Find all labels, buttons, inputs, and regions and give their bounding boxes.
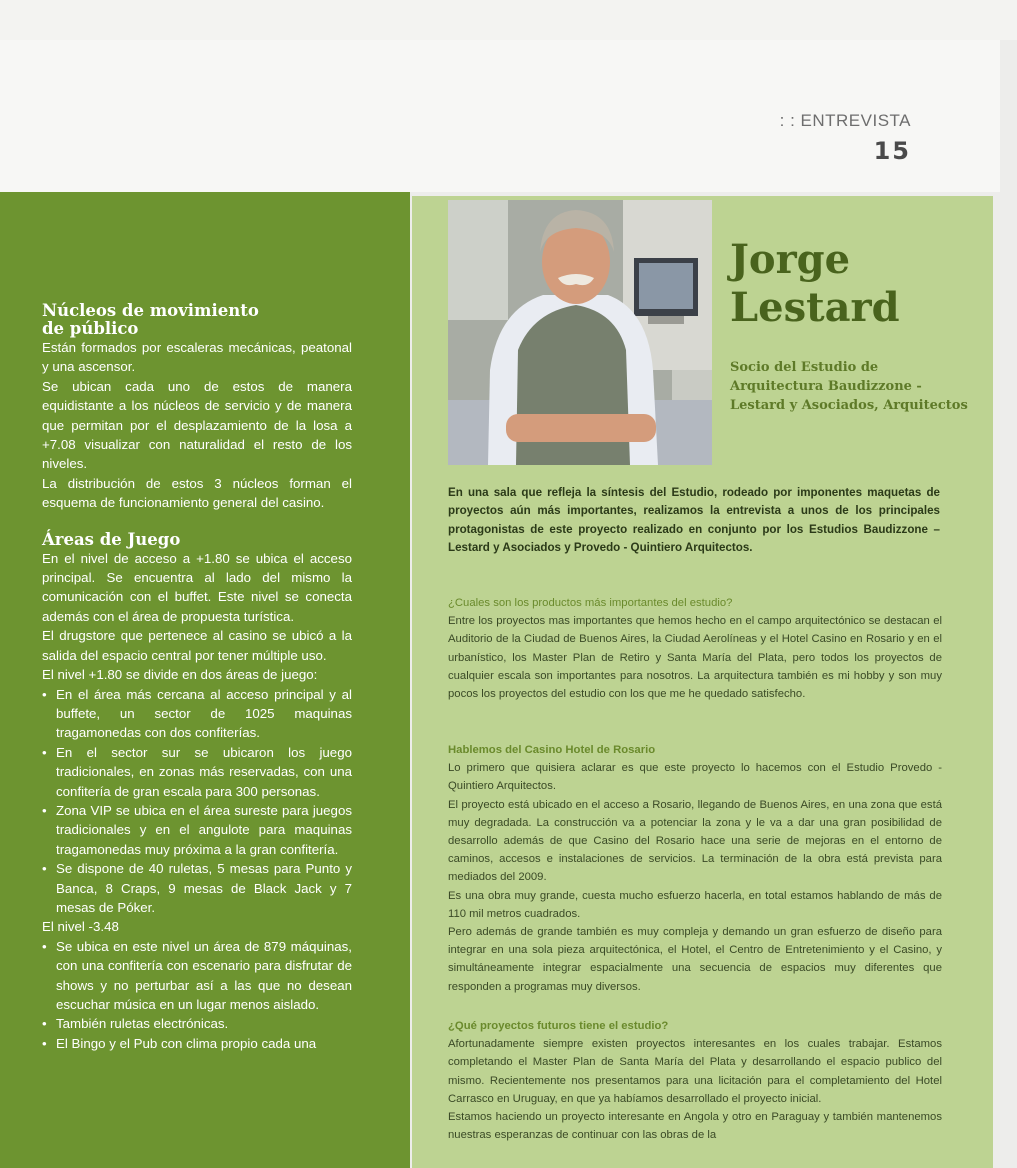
level-label: El nivel -3.48 bbox=[42, 919, 119, 935]
answer: Es una obra muy grande, cuesta mucho esfuerzo hacerla, en total estamos hablando de más de 110 mil metros cuadrados. bbox=[448, 889, 942, 920]
section-title-areas: Áreas de Juego bbox=[42, 529, 181, 549]
paragraph: El drugstore que pertenece al casino se ubicó a la salida del espacio central por tener múltiple uso. bbox=[42, 628, 352, 663]
title-line: Núcleos de movimiento bbox=[42, 301, 259, 320]
paragraph: Se ubican cada uno de estos de manera equidistante a los núcleos de servicio y de manera que permitan por el desplazamiento de la losa a +7.08 visualizar con naturalidad el resto de los niveles. bbox=[42, 378, 352, 472]
title-line: de público bbox=[42, 319, 139, 338]
question: ¿Cuales son los productos más importantes del estudio? bbox=[448, 597, 733, 609]
answer: Afortunadamente siempre existen proyectos interesantes en los cuales trabajar. Estamos completando el Master Plan de Santa María del Plata y desarrollando el espacio publico del mismo. Recientemente nos presentamos para una licitación para el completamiento del Hotel Carrasco en Uruguay, en que ya habíamos desarrollado el proyecto inicial. bbox=[448, 1038, 942, 1105]
bullet-list bbox=[42, 937, 352, 1053]
left-column bbox=[0, 192, 410, 1168]
interviewee-role: Socio del Estudio de Arquitectura Baudizzone - Lestard y Asociados, Arquitectos bbox=[730, 360, 968, 413]
list-item: • Se ubica en este nivel un área de 879 máquinas, con una confitería con escenario para disfrutar de shows y no perturbar así a las que no desean escuchar música en un lugar menos aislado. bbox=[42, 937, 352, 1015]
qa-block bbox=[448, 741, 942, 996]
qa-block bbox=[448, 594, 942, 703]
answer: Entre los proyectos mas importantes que hemos hecho en el campo arquitectónico se destacan el Auditorio de la Ciudad de Buenos Aires, la Ciudad Aerolíneas y el Hotel Casino en Rosario y en el urbanístico, los Master Plan de Retiro y Santa María del Plata, pero todos los proyectos de cualquier escala son importantes para nosotros. La arquitectura también es mi hobby y son muy pocos los proyectos del estudio con los que me he quedado satisfecho. bbox=[448, 615, 942, 701]
qa-block bbox=[448, 1017, 942, 1144]
question: Hablemos del Casino Hotel de Rosario bbox=[448, 744, 656, 756]
section-label: : : ENTREVISTA bbox=[779, 111, 911, 130]
paragraph: En el nivel de acceso a +1.80 se ubica el acceso principal. Se encuentra al lado del mismo la comunicación con el buffet. Este nivel se conecta además con el área de propuesta turística. bbox=[42, 550, 352, 624]
list-item: • En el sector sur se ubicaron los juego tradicionales, en zonas más reservadas, con una confitería de gran escala para 300 personas. bbox=[42, 743, 352, 801]
list-item: • También ruletas electrónicas. bbox=[42, 1014, 352, 1033]
page-number: 15 bbox=[873, 137, 911, 165]
interview-column bbox=[412, 196, 993, 1168]
interviewee-name bbox=[730, 236, 900, 332]
portrait-photo bbox=[448, 200, 712, 465]
paragraph: El nivel +1.80 se divide en dos áreas de juego: bbox=[42, 667, 318, 683]
list-item: • Se dispone de 40 ruletas, 5 mesas para Punto y Banca, 8 Craps, 9 mesas de Black Jack y 7 mesas de Póker. bbox=[42, 859, 352, 917]
section-title-nucleos bbox=[42, 302, 352, 338]
list-item: • En el área más cercana al acceso principal y al buffete, un sector de 1025 maquinas tragamonedas con dos confiterías. bbox=[42, 685, 352, 743]
paragraph: La distribución de estos 3 núcleos forman el esquema de funcionamiento general del casino. bbox=[42, 475, 352, 511]
background-band bbox=[0, 0, 1017, 40]
list-item: • Zona VIP se ubica en el área sureste para juegos tradicionales y en el angulote para maquinas tragamonedas muy próxima a la gran confitería. bbox=[42, 801, 352, 859]
name-first: Jorge bbox=[730, 236, 851, 283]
answer: Lo primero que quisiera aclarar es que este proyecto lo hacemos con el Estudio Provedo - Quintiero Arquitectos. bbox=[448, 762, 942, 793]
name-last: Lestard bbox=[730, 284, 900, 331]
answer: Pero además de grande también es muy compleja y demando un gran esfuerzo de diseño para integrar en una sola pieza arquitectónica, el Hotel, el Centro de Entretenimiento y el Casino, y simultáneamente integrar espacialmente una secuencia de espacios muy diferentes que responden a programas muy diversos. bbox=[448, 926, 942, 993]
bullet-list bbox=[42, 685, 352, 918]
portrait-illustration bbox=[448, 200, 712, 465]
answer: Estamos haciendo un proyecto interesante en Angola y otro en Paraguay y también mantenemos nuestras esperanzas de continuar con las obras de la bbox=[448, 1111, 942, 1142]
answer: El proyecto está ubicado en el acceso a Rosario, llegando de Buenos Aires, en una zona que está muy degradada. La construcción va a potenciar la zona y le va a dar una gran posibilidad de desarrollo además de que Casino del Rosario hace una serie de mejoras en el entorno de caminos, accesos e instalaciones de servicios. La terminación de la obra está prevista para mediados del 2009. bbox=[448, 798, 942, 884]
intro-paragraph: En una sala que refleja la síntesis del Estudio, rodeado por imponentes maquetas de proyectos aún más importantes, realizamos la entrevista a unos de los principales protagonistas de este proyecto realizado en conjunto por los Estudios Baudizzone – Lestard y Asociados y Provedo - Quintiero Arquitectos. bbox=[448, 486, 940, 554]
question: ¿Qué proyectos futuros tiene el estudio? bbox=[448, 1020, 669, 1032]
list-item: • El Bingo y el Pub con clima propio cada una bbox=[42, 1034, 352, 1053]
paragraph: Están formados por escaleras mecánicas, peatonal y una ascensor. bbox=[42, 340, 352, 375]
